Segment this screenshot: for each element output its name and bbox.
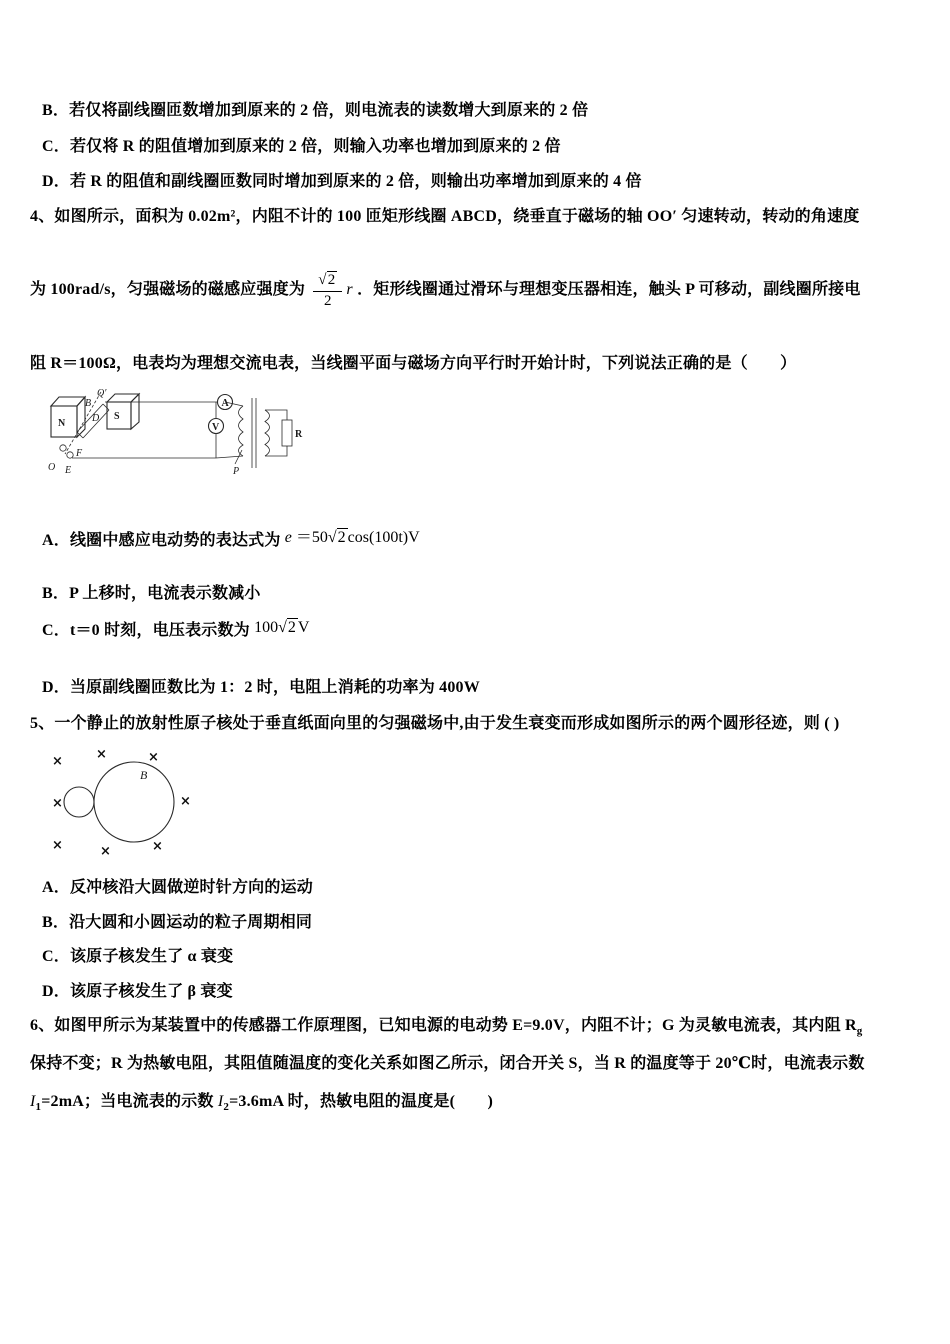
sqrt-sign: √ — [318, 271, 327, 288]
q5-decay-figure — [48, 745, 200, 860]
sqrt-sign: √ — [278, 619, 287, 636]
axis-q-prime-label: Q′ — [97, 388, 107, 399]
small-track-circle — [64, 787, 94, 817]
field-into-page-icon: × — [180, 794, 191, 809]
q3-option-c: C．若仅将 R 的阻值增加到原来的 2 倍，则输入功率也增加到原来的 2 倍 — [42, 138, 561, 155]
fraction-sqrt2-over-2 — [313, 271, 342, 311]
sqrt-radicand: 2 — [287, 619, 296, 636]
q5-option-c: C．该原子核发生了 α 衰变 — [42, 948, 234, 965]
brush-f-label: F — [76, 448, 83, 459]
q4-option-d: D．当原副线圈匝数比为 1：2 时，电阻上消耗的功率为 400W — [42, 679, 480, 696]
emf-e-symbol: e — [284, 529, 292, 546]
voltmeter-label: V — [212, 422, 220, 433]
q6-stem-line2: 保持不变；R 为热敏电阻，其阻值随温度的变化关系如图乙所示，闭合开关 S，当 R 的温度等于 20℃时，电流表示数 — [30, 1055, 865, 1072]
large-track-circle — [94, 762, 174, 842]
sqrt-radicand: 2 — [327, 271, 336, 288]
sqrt-radicand: 2 — [337, 529, 346, 546]
field-into-page-icon: × — [52, 754, 63, 769]
slip-rings — [48, 445, 83, 476]
ammeter — [218, 395, 233, 410]
coil-b-label: B — [85, 398, 92, 409]
q4-stem-line3: 阻 R＝100Ω，电表均为理想交流电表，当线圈平面与磁场方向平行时开始计时，下列说法正确的是（ ） — [30, 355, 797, 372]
field-into-page-icon: × — [152, 839, 163, 854]
sqrt-sign: √ — [327, 529, 337, 546]
magnet-n — [51, 397, 85, 437]
field-b-label: B — [140, 768, 148, 782]
q4-option-a-text: A．线圈中感应电动势的表达式为 — [42, 532, 281, 549]
fraction-denominator: 2 — [324, 292, 332, 309]
decay-tracks-diagram — [48, 745, 200, 860]
coil-d-label: D — [92, 413, 100, 424]
q6-stem-line3 — [30, 1091, 493, 1118]
q4-option-b: B．P 上移时，电流表示数减小 — [42, 585, 261, 602]
resistor-r-label: R — [295, 429, 303, 440]
q4-stem-line1: 4、如图所示，面积为 0.02m²，内阻不计的 100 匝矩形线圈 ABCD，绕垂直于磁场的轴 OO′ 匀速转动，转动的角速度 — [30, 208, 860, 225]
field-into-page-icon: × — [96, 747, 107, 762]
current-i2-symbol: I — [217, 1093, 224, 1110]
emf-eq: ＝50 — [291, 529, 328, 546]
q4-stem-line2 — [30, 266, 861, 314]
q4-stem-line2-prefix: 为 100rad/s，匀强磁场的磁感应强度为 — [30, 281, 306, 298]
q5-stem: 5、一个静止的放射性原子核处于垂直纸面向里的匀强磁场中,由于发生衰变而形成如图所示的两个圆形径迹，则 ( ) — [30, 715, 840, 732]
q5-option-b: B．沿大圆和小圆运动的粒子周期相同 — [42, 914, 313, 931]
resistance-subscript-g: g — [856, 1025, 863, 1038]
current-i1-symbol: I — [30, 1093, 36, 1110]
emf-formula — [285, 529, 420, 546]
q6-stem-line1-text: 6、如图甲所示为某装置中的传感器工作原理图，已知电源的电动势 E=9.0V，内阻不计；G 为灵敏电流表，其内阻 R — [30, 1017, 857, 1034]
ammeter-label: A — [221, 398, 229, 409]
q4-stem-line2-suffix: ．矩形线圈通过滑环与理想变压器相连，触头 P 可移动，副线圈所接电 — [357, 281, 861, 298]
q5-option-d: D．该原子核发生了 β 衰变 — [42, 983, 233, 1000]
emf-cos-term: cos(100t)V — [347, 529, 420, 546]
q4-option-a — [42, 530, 420, 552]
voltage-number: 100 — [254, 619, 279, 636]
field-into-page-icon: × — [52, 796, 63, 811]
q5-option-a: A．反冲核沿大圆做逆时针方向的运动 — [42, 879, 313, 896]
q6-stem-line3-end: =3.6mA 时，热敏电阻的温度是( ) — [229, 1093, 494, 1110]
q4-option-c-text: C．t＝0 时刻，电压表示数为 — [42, 622, 250, 639]
transformer-circuit-diagram — [45, 388, 303, 484]
magnet-s — [107, 394, 139, 429]
q4-option-c — [42, 620, 309, 642]
voltmeter — [209, 419, 224, 434]
load-resistor — [265, 410, 303, 456]
magnet-s-label: S — [114, 411, 120, 422]
q4-circuit-figure — [45, 388, 303, 484]
current-i2-subscript: 2 — [223, 1101, 230, 1114]
voltage-unit: V — [297, 619, 310, 636]
magnetic-field-unit: r — [346, 281, 353, 298]
field-into-page-icon: × — [100, 844, 111, 859]
q3-option-b: B．若仅将副线圈匝数增加到原来的 2 倍，则电流表的读数增大到原来的 2 倍 — [42, 102, 589, 119]
q3-option-d: D．若 R 的阻值和副线圈匝数同时增加到原来的 2 倍，则输出功率增加到原来的 4 倍 — [42, 173, 642, 190]
brush-o-label: O — [48, 462, 56, 473]
field-into-page-icon: × — [52, 838, 63, 853]
current-i1-subscript: 1 — [35, 1101, 42, 1114]
field-into-page-icon: × — [148, 750, 159, 765]
slider-p-label: P — [233, 466, 240, 477]
brush-e-label: E — [65, 465, 72, 476]
voltage-value — [254, 619, 309, 636]
transformer — [232, 398, 270, 477]
q6-stem-line1 — [30, 1015, 862, 1042]
q6-stem-line3-mid: =2mA；当电流表的示数 — [41, 1093, 218, 1110]
rotating-coil — [65, 388, 109, 454]
magnet-n-label: N — [58, 418, 66, 429]
